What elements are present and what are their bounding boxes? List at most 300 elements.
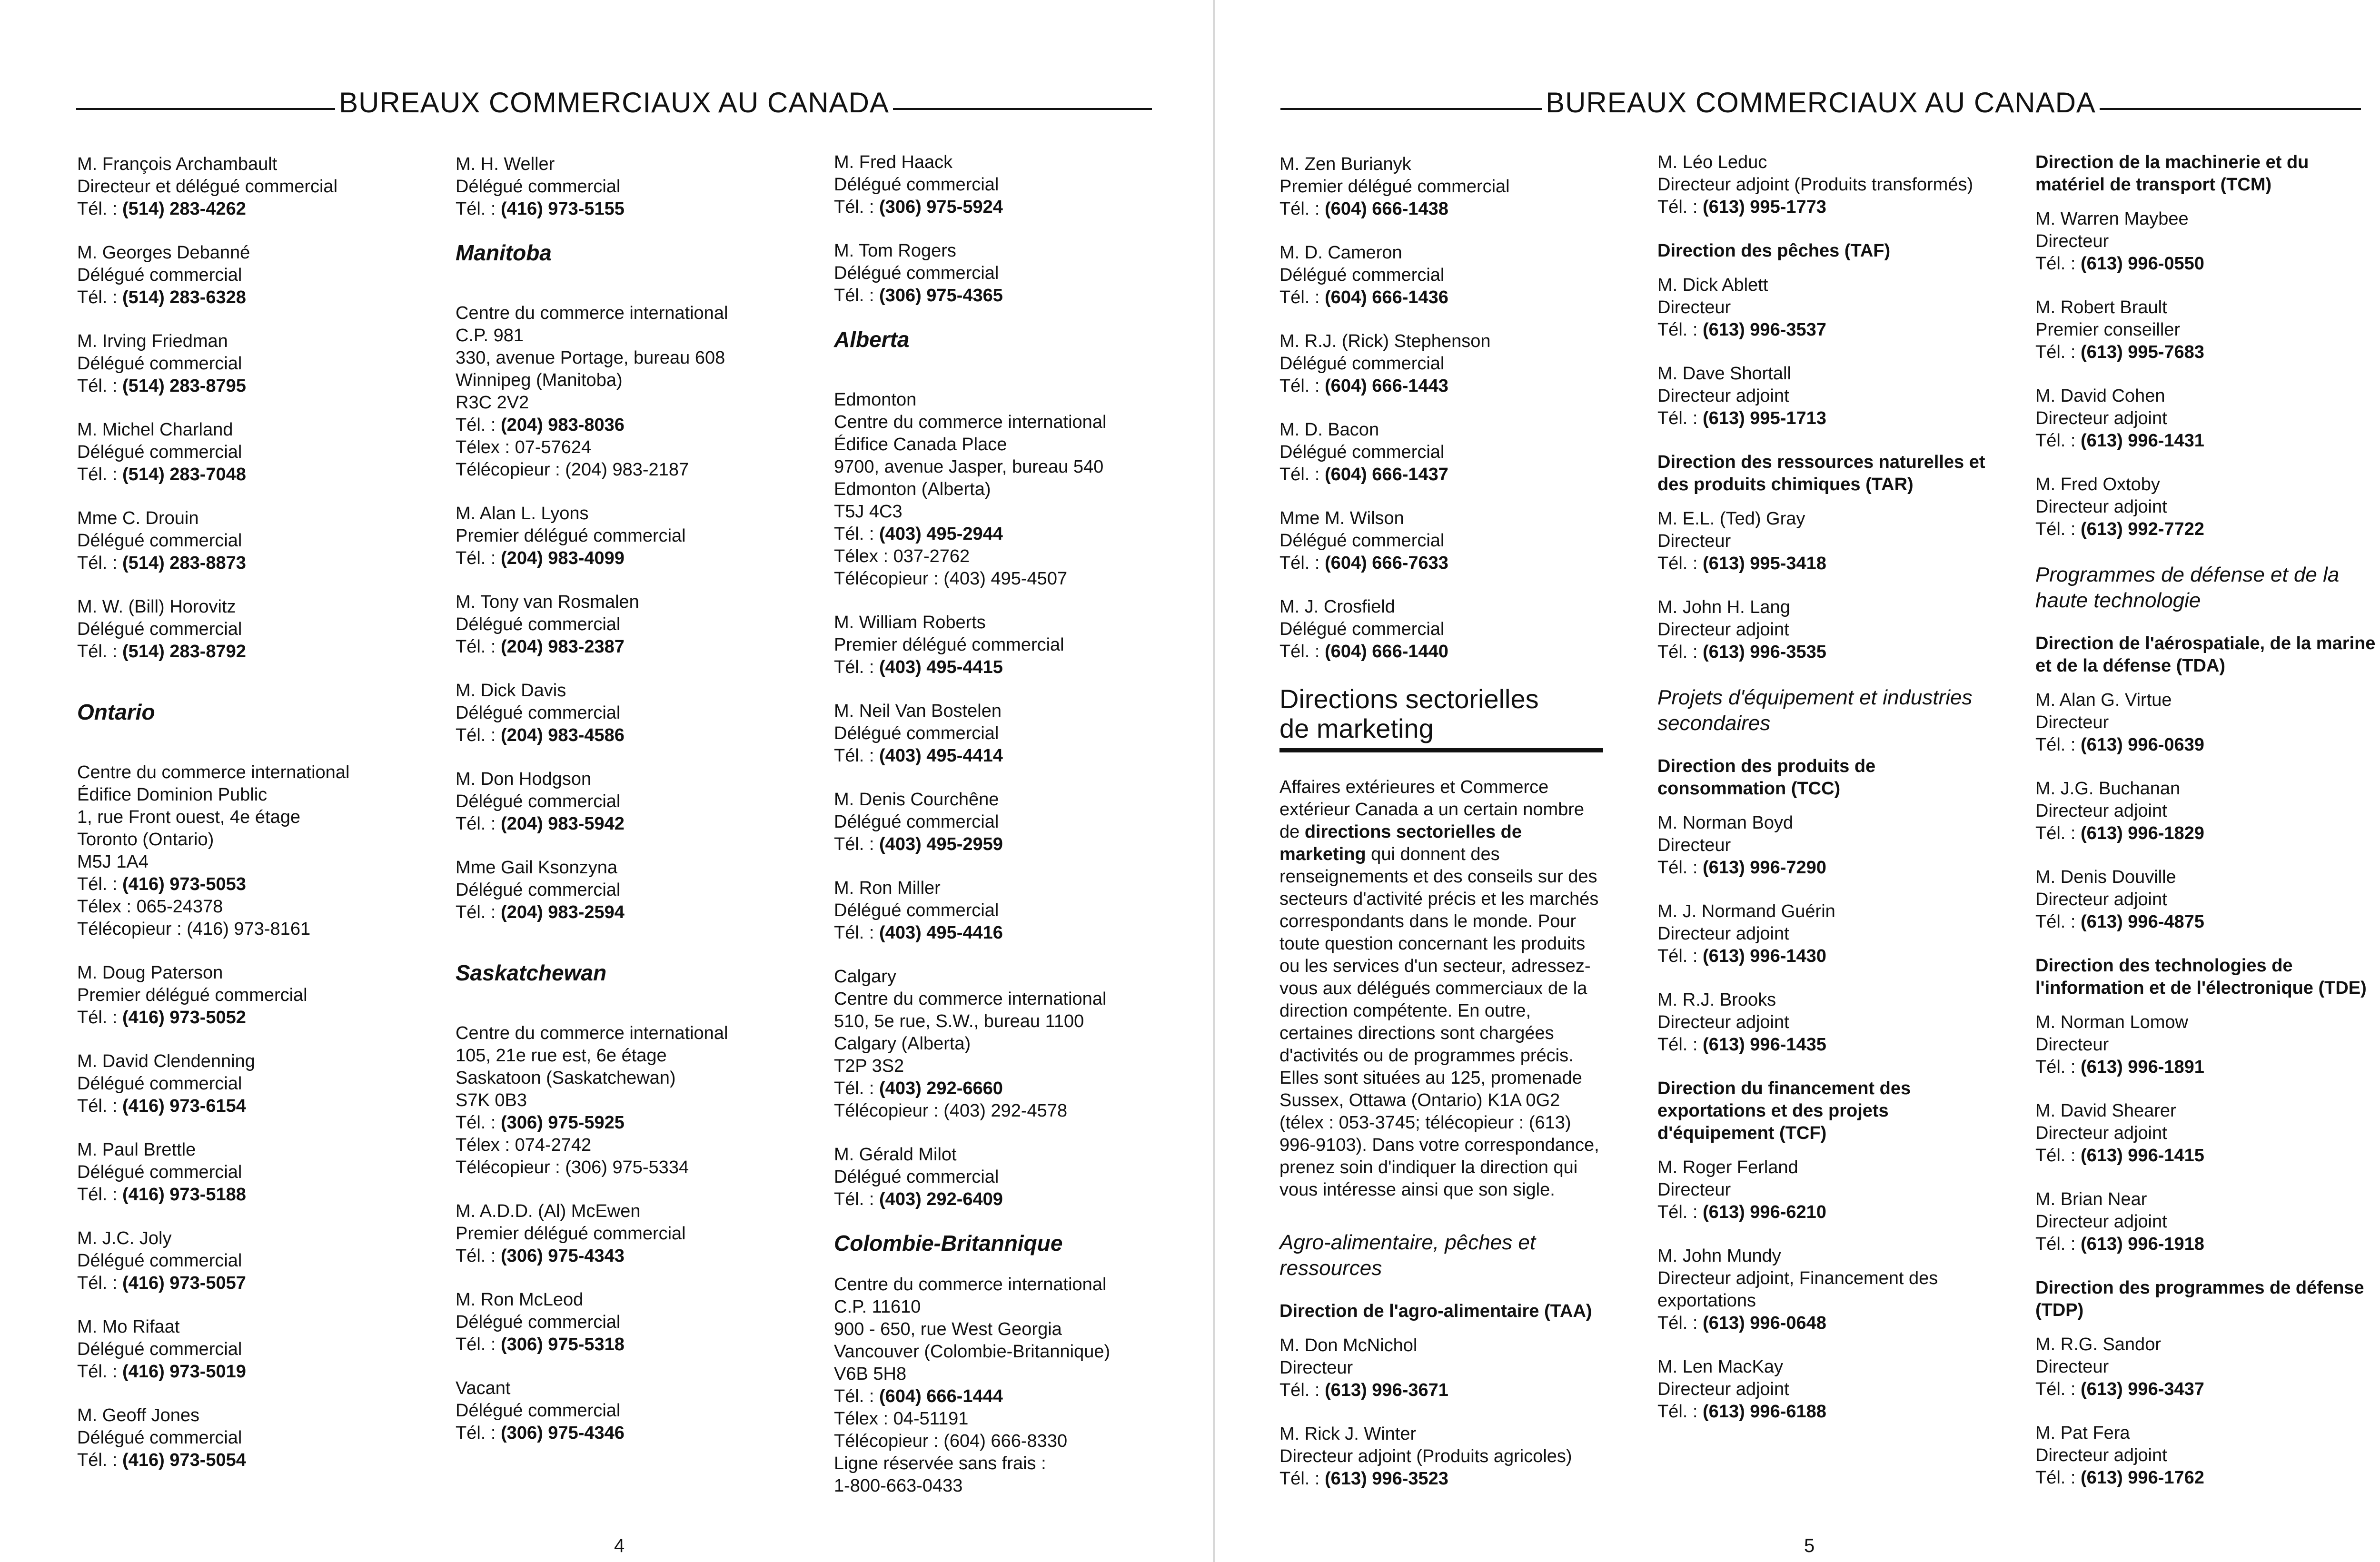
entry-list bbox=[1657, 812, 1991, 1056]
region-heading-colombie-britannique: Colombie-Britannique bbox=[834, 1231, 1063, 1256]
contact-title: Délégué commercial bbox=[456, 177, 621, 197]
entry-list bbox=[2035, 689, 2378, 933]
contact-phone: Tél. : (613) 996-3671 bbox=[1279, 1380, 1448, 1400]
contact-title: Délégué commercial bbox=[834, 812, 999, 832]
contact-name: Mme Gail Ksonzyna bbox=[456, 858, 618, 878]
contact-title: Directeur adjoint bbox=[1657, 386, 1789, 406]
address-line: S7K 0B3 bbox=[456, 1090, 527, 1110]
contact-title: Directeur bbox=[1657, 835, 1731, 855]
contact-phone: Tél. : (613) 996-0550 bbox=[2035, 254, 2204, 274]
address-line: 510, 5e rue, S.W., bureau 1100 bbox=[834, 1011, 1084, 1031]
address-line: Edmonton (Alberta) bbox=[834, 479, 991, 499]
contact-entry bbox=[1279, 507, 1608, 574]
contact-phone: Tél. : (514) 283-4262 bbox=[77, 199, 246, 219]
contact-name: M. Michel Charland bbox=[77, 420, 233, 440]
contact-phone: Tél. : (416) 973-5188 bbox=[77, 1185, 246, 1205]
contact-entry bbox=[1657, 151, 1991, 218]
header-rule-right bbox=[893, 108, 1152, 110]
contact-name: M. David Clendenning bbox=[77, 1051, 255, 1071]
contact-phone: Tél. : (613) 996-3535 bbox=[1657, 642, 1826, 662]
address-line: M5J 1A4 bbox=[77, 852, 149, 872]
category-heading: Programmes de défense et de la haute technologie bbox=[2035, 563, 2340, 612]
contact-entry bbox=[834, 151, 1167, 218]
contact-entry bbox=[2035, 208, 2378, 275]
contact-name: M. Geoff Jones bbox=[77, 1405, 199, 1425]
contact-name: M. R.G. Sandor bbox=[2035, 1335, 2161, 1354]
contact-entry bbox=[77, 1227, 410, 1295]
contact-entry bbox=[77, 153, 410, 220]
contact-entry bbox=[77, 242, 410, 309]
contact-title: Directeur bbox=[1657, 531, 1731, 551]
contact-phone: Tél. : (604) 666-7633 bbox=[1279, 553, 1448, 573]
contact-entry bbox=[456, 1289, 789, 1356]
directorate-heading: Direction des produits de consommation (TCC) bbox=[1657, 756, 1876, 799]
contact-entry bbox=[2035, 1100, 2378, 1167]
contact-title: Délégué commercial bbox=[77, 1074, 242, 1094]
office-address bbox=[834, 966, 1167, 1122]
contact-title: Premier délégué commercial bbox=[834, 635, 1064, 655]
header-rule-right bbox=[2100, 108, 2361, 110]
contact-title: Premier conseiller bbox=[2035, 320, 2181, 340]
contact-name: M. Norman Lomow bbox=[2035, 1012, 2188, 1032]
contact-phone: Tél. : (416) 973-5052 bbox=[77, 1008, 246, 1028]
contact-phone: Tél. : (514) 283-8792 bbox=[77, 642, 246, 662]
contact-name: M. Fred Oxtoby bbox=[2035, 475, 2160, 494]
contact-title: Délégué commercial bbox=[77, 265, 242, 285]
contact-name: M. D. Bacon bbox=[1279, 420, 1379, 440]
contact-entry bbox=[77, 330, 410, 397]
contact-phone: Tél. : (613) 995-7683 bbox=[2035, 342, 2204, 362]
entry-list bbox=[1657, 1157, 1991, 1423]
contact-phone: Tél. : (604) 666-1438 bbox=[1279, 199, 1448, 219]
address-fax: Télécopieur : (306) 975-5334 bbox=[456, 1157, 689, 1177]
contact-phone: Tél. : (416) 973-5054 bbox=[77, 1450, 246, 1470]
category-heading: Agro-alimentaire, pêches et ressources bbox=[1279, 1231, 1536, 1280]
contact-phone: Tél. : (604) 666-1440 bbox=[1279, 642, 1448, 662]
address-line: Toronto (Ontario) bbox=[77, 830, 214, 850]
address-line: Saskatoon (Saskatchewan) bbox=[456, 1068, 676, 1088]
contact-entry bbox=[456, 591, 789, 658]
address-lines bbox=[456, 302, 789, 414]
contact-phone: Tél. : (416) 973-5019 bbox=[77, 1362, 246, 1382]
address-phone: Tél. : (306) 975-5925 bbox=[456, 1113, 625, 1133]
contact-entry bbox=[1279, 242, 1608, 309]
entry-list bbox=[834, 612, 1167, 944]
page-number: 5 bbox=[1804, 1535, 1815, 1556]
contact-name: M. Don Hodgson bbox=[456, 769, 592, 789]
contact-entry bbox=[834, 700, 1167, 767]
header-rule-left bbox=[1280, 108, 1542, 110]
contact-title: Délégué commercial bbox=[1279, 265, 1445, 285]
contact-title: Délégué commercial bbox=[77, 531, 242, 551]
address-line: 1, rue Front ouest, 4e étage bbox=[77, 807, 300, 827]
contact-name: M. John Mundy bbox=[1657, 1246, 1781, 1266]
contact-title: Directeur adjoint bbox=[2035, 1212, 2167, 1232]
contact-entry bbox=[2035, 866, 2378, 933]
contact-title: Délégué commercial bbox=[77, 1251, 242, 1271]
contact-name: M. Alan G. Virtue bbox=[2035, 690, 2172, 710]
contact-phone: Tél. : (613) 995-1713 bbox=[1657, 408, 1826, 428]
address-lines bbox=[834, 1274, 1167, 1385]
contact-title: Délégué commercial bbox=[456, 614, 621, 634]
contact-entry bbox=[77, 507, 410, 574]
category-heading: Projets d'équipement et industries secondaires bbox=[1657, 686, 1973, 735]
contact-title: Délégué commercial bbox=[456, 703, 621, 723]
entry-list bbox=[2035, 1011, 2378, 1256]
contact-entry bbox=[456, 153, 789, 220]
contact-phone: Tél. : (204) 983-2387 bbox=[456, 637, 625, 657]
contact-phone: Tél. : (613) 996-7290 bbox=[1657, 858, 1826, 878]
contact-title: Directeur adjoint bbox=[2035, 408, 2167, 428]
office-address bbox=[834, 389, 1167, 590]
contact-title: Délégué commercial bbox=[456, 1312, 621, 1332]
address-line: Centre du commerce international bbox=[834, 1275, 1107, 1295]
entry-list bbox=[1657, 508, 1991, 663]
contact-name: M. Denis Douville bbox=[2035, 867, 2176, 887]
contact-entry bbox=[2035, 297, 2378, 364]
contact-name: M. Gérald Milot bbox=[834, 1145, 957, 1165]
contact-title: Directeur adjoint bbox=[2035, 1123, 2167, 1143]
address-line: Vancouver (Colombie-Britannique) bbox=[834, 1342, 1111, 1362]
entry-list bbox=[1279, 153, 1608, 663]
contact-title: Directeur adjoint bbox=[2035, 890, 2167, 910]
contact-phone: Tél. : (613) 996-1415 bbox=[2035, 1146, 2204, 1166]
contact-phone: Tél. : (613) 996-1762 bbox=[2035, 1468, 2204, 1488]
address-line: 330, avenue Portage, bureau 608 bbox=[456, 348, 725, 368]
contact-phone: Tél. : (613) 995-1773 bbox=[1657, 197, 1826, 217]
contact-name: M. Paul Brettle bbox=[77, 1140, 196, 1160]
address-line: T5J 4C3 bbox=[834, 502, 902, 522]
contact-title: Directeur adjoint bbox=[1657, 924, 1789, 944]
contact-name: M. E.L. (Ted) Gray bbox=[1657, 509, 1805, 529]
contact-phone: Tél. : (613) 992-7722 bbox=[2035, 519, 2204, 539]
address-line: C.P. 11610 bbox=[834, 1297, 921, 1317]
contact-name: M. Neil Van Bostelen bbox=[834, 701, 1002, 721]
contact-name: Vacant bbox=[456, 1378, 511, 1398]
page-number: 4 bbox=[614, 1535, 625, 1556]
contact-phone: Tél. : (403) 495-2959 bbox=[834, 834, 1003, 854]
address-line: Centre du commerce international bbox=[456, 303, 728, 323]
address-phone: Tél. : (403) 292-6660 bbox=[834, 1078, 1003, 1098]
contact-phone: Tél. : (204) 983-4586 bbox=[456, 725, 625, 745]
address-line: 900 - 650, rue West Georgia bbox=[834, 1319, 1062, 1339]
contact-title: Délégué commercial bbox=[77, 619, 242, 639]
contact-name: M. Norman Boyd bbox=[1657, 813, 1794, 833]
entry-list bbox=[456, 503, 789, 924]
contact-phone: Tél. : (306) 975-4346 bbox=[456, 1423, 625, 1443]
contact-title: Directeur adjoint bbox=[2035, 497, 2167, 517]
page-header bbox=[1280, 81, 2361, 124]
contact-entry bbox=[2035, 1422, 2378, 1489]
contact-name: M. Dick Ablett bbox=[1657, 275, 1768, 295]
contact-entry bbox=[1657, 508, 1991, 575]
contact-title: Directeur bbox=[2035, 1357, 2109, 1377]
contact-name: M. Roger Ferland bbox=[1657, 1157, 1798, 1177]
contact-name: Mme C. Drouin bbox=[77, 508, 199, 528]
contact-phone: Tél. : (204) 983-5942 bbox=[456, 814, 625, 834]
contact-name: M. Irving Friedman bbox=[77, 331, 228, 351]
contact-name: M. Dave Shortall bbox=[1657, 364, 1791, 384]
contact-title: Délégué commercial bbox=[77, 442, 242, 462]
contact-phone: Tél. : (403) 292-6409 bbox=[834, 1189, 1003, 1209]
contact-name: M. Robert Brault bbox=[2035, 297, 2167, 317]
address-line: Édifice Canada Place bbox=[834, 435, 1007, 455]
address-line: Centre du commerce international bbox=[456, 1023, 728, 1043]
contact-phone: Tél. : (306) 975-4365 bbox=[834, 286, 1003, 306]
contact-entry bbox=[2035, 778, 2378, 845]
contact-entry bbox=[1657, 900, 1991, 968]
contact-phone: Tél. : (514) 283-8873 bbox=[77, 553, 246, 573]
contact-entry bbox=[2035, 1334, 2378, 1401]
region-heading-manitoba: Manitoba bbox=[456, 240, 552, 265]
directorate-heading: Direction des programmes de défense (TDP) bbox=[2035, 1278, 2364, 1320]
entry-list bbox=[2035, 1334, 2378, 1489]
contact-title: Délégué commercial bbox=[1279, 531, 1445, 551]
contact-name: M. Tom Rogers bbox=[834, 241, 956, 261]
contact-phone: Tél. : (613) 995-3418 bbox=[1657, 554, 1826, 573]
address-line: 105, 21e rue est, 6e étage bbox=[456, 1046, 667, 1066]
contact-title: Délégué commercial bbox=[1279, 354, 1445, 374]
contact-name: M. D. Cameron bbox=[1279, 243, 1402, 263]
address-line: R3C 2V2 bbox=[456, 393, 529, 413]
contact-entry bbox=[77, 419, 410, 486]
contact-phone: Tél. : (416) 973-6154 bbox=[77, 1096, 246, 1116]
contact-name: M. William Roberts bbox=[834, 613, 986, 633]
contact-entry bbox=[456, 680, 789, 747]
contact-title: Délégué commercial bbox=[456, 791, 621, 811]
address-tollfree-label: Ligne réservée sans frais : bbox=[834, 1453, 1046, 1473]
address-telex: Télex : 074-2742 bbox=[456, 1135, 592, 1155]
address-telex: Télex : 04-51191 bbox=[834, 1409, 969, 1429]
contact-title: Premier délégué commercial bbox=[77, 985, 307, 1005]
address-line: C.P. 981 bbox=[456, 326, 524, 346]
contact-title: Directeur bbox=[1279, 1358, 1353, 1378]
contact-name: M. Pat Fera bbox=[2035, 1423, 2130, 1443]
contact-entry bbox=[2035, 689, 2378, 756]
header-title: BUREAUX COMMERCIAUX AU CANADA bbox=[1546, 86, 2096, 119]
directorate-heading: Direction de l'aérospatiale, de la marine et de la défense (TDA) bbox=[2035, 633, 2376, 676]
contact-name: M. Warren Maybee bbox=[2035, 209, 2189, 229]
contact-phone: Tél. : (613) 996-3537 bbox=[1657, 320, 1826, 340]
contact-phone: Tél. : (416) 973-5057 bbox=[77, 1273, 246, 1293]
contact-entry bbox=[77, 1316, 410, 1383]
contact-name: M. R.J. (Rick) Stephenson bbox=[1279, 331, 1491, 351]
contact-entry bbox=[834, 612, 1167, 679]
header-title: BUREAUX COMMERCIAUX AU CANADA bbox=[339, 86, 889, 119]
contact-title: Premier délégué commercial bbox=[1279, 177, 1510, 197]
directorate-heading: Direction de la machinerie et du matériel de transport (TCM) bbox=[2035, 152, 2309, 195]
contact-phone: Tél. : (204) 983-2594 bbox=[456, 902, 625, 922]
contact-entry bbox=[1279, 1335, 1608, 1402]
contact-entry bbox=[834, 789, 1167, 856]
entry-list bbox=[834, 1144, 1167, 1211]
contact-title: Délégué commercial bbox=[1279, 619, 1445, 639]
address-line: T2P 3S2 bbox=[834, 1056, 904, 1076]
contact-title: Délégué commercial bbox=[456, 1401, 621, 1421]
contact-name: M. Doug Paterson bbox=[77, 963, 223, 983]
contact-title: Premier délégué commercial bbox=[456, 526, 686, 546]
contact-name: M. Mo Rifaat bbox=[77, 1317, 180, 1337]
contact-name: M. Ron McLeod bbox=[456, 1290, 584, 1310]
region-heading-ontario: Ontario bbox=[77, 700, 155, 724]
contact-title: Délégué commercial bbox=[834, 1167, 999, 1187]
contact-phone: Tél. : (604) 666-1443 bbox=[1279, 376, 1448, 396]
address-line: Calgary bbox=[834, 967, 896, 987]
contact-entry bbox=[1279, 153, 1608, 220]
address-fax: Télécopieur : (403) 292-4578 bbox=[834, 1101, 1068, 1121]
address-line: Centre du commerce international bbox=[834, 412, 1107, 432]
contact-entry bbox=[834, 1144, 1167, 1211]
contact-entry bbox=[1657, 1157, 1991, 1224]
contact-phone: Tél. : (514) 283-6328 bbox=[77, 287, 246, 307]
contact-phone: Tél. : (403) 495-4416 bbox=[834, 923, 1003, 943]
contact-entry bbox=[1657, 363, 1991, 430]
contact-phone: Tél. : (604) 666-1436 bbox=[1279, 287, 1448, 307]
contact-entry bbox=[1279, 596, 1608, 663]
contact-entry bbox=[1657, 812, 1991, 879]
address-line: V6B 5H8 bbox=[834, 1364, 907, 1384]
contact-entry bbox=[77, 1139, 410, 1206]
contact-name: M. François Archambault bbox=[77, 154, 278, 174]
contact-phone: Tél. : (613) 996-0648 bbox=[1657, 1313, 1826, 1333]
contact-name: M. W. (Bill) Horovitz bbox=[77, 597, 236, 617]
contact-title: Directeur adjoint (Produits transformés) bbox=[1657, 175, 1973, 195]
contact-name: M. Denis Courchêne bbox=[834, 790, 999, 810]
entry-list bbox=[1657, 274, 1991, 430]
region-heading-alberta: Alberta bbox=[834, 327, 910, 352]
contact-title: Directeur adjoint bbox=[1657, 620, 1789, 640]
address-telex: Télex : 07-57624 bbox=[456, 437, 592, 457]
contact-title: Délégué commercial bbox=[834, 723, 999, 743]
contact-name: M. Brian Near bbox=[2035, 1189, 2147, 1209]
address-line: Édifice Dominion Public bbox=[77, 785, 268, 805]
contact-title: Directeur adjoint bbox=[1657, 1012, 1789, 1032]
contact-title: Directeur adjoint bbox=[2035, 801, 2167, 821]
contact-entry bbox=[456, 1200, 789, 1267]
contact-name: M. Len MacKay bbox=[1657, 1357, 1783, 1377]
contact-phone: Tél. : (403) 495-4414 bbox=[834, 746, 1003, 766]
contact-title: Directeur et délégué commercial bbox=[77, 177, 338, 197]
contact-name: Mme M. Wilson bbox=[1279, 508, 1404, 528]
contact-entry bbox=[77, 596, 410, 663]
column-2 bbox=[1657, 151, 1991, 1444]
contact-entry bbox=[2035, 1011, 2378, 1078]
contact-name: M. John H. Lang bbox=[1657, 597, 1790, 617]
entry-list bbox=[77, 962, 410, 1472]
contact-title: Délégué commercial bbox=[1279, 442, 1445, 462]
contact-title: Directeur adjoint bbox=[2035, 1445, 2167, 1465]
contact-title: Délégué commercial bbox=[834, 900, 999, 920]
entry-list bbox=[77, 153, 410, 663]
page-header bbox=[76, 81, 1152, 124]
address-line: Calgary (Alberta) bbox=[834, 1034, 971, 1054]
contact-phone: Tél. : (604) 666-1437 bbox=[1279, 465, 1448, 484]
contact-title: Directeur bbox=[2035, 231, 2109, 251]
contact-entry bbox=[2035, 385, 2378, 452]
contact-phone: Tél. : (613) 996-3437 bbox=[2035, 1379, 2204, 1399]
contact-name: M. Fred Haack bbox=[834, 152, 953, 172]
contact-phone: Tél. : (613) 996-6210 bbox=[1657, 1202, 1826, 1222]
entry-list bbox=[2035, 208, 2378, 541]
entry-list bbox=[1657, 151, 1991, 218]
contact-name: M. Zen Burianyk bbox=[1279, 154, 1411, 174]
address-phone: Tél. : (416) 973-5053 bbox=[77, 874, 246, 894]
office-address bbox=[456, 1022, 789, 1179]
contact-phone: Tél. : (613) 996-1918 bbox=[2035, 1234, 2204, 1254]
contact-phone: Tél. : (306) 975-5318 bbox=[456, 1335, 625, 1354]
section-intro: Affaires extérieures et Commerce extérieur Canada a un certain nombre de directions sectorielles de marketing qui donnent des renseignements et des conseils sur des secteurs d'activité précis et les marchés correspondants dans le monde. Pour toute question concernant les produits ou les services d'un secteur, adressez-vous aux délégués commerciaux de la direction compétente. En outre, certaines directions sont chargées d'activités ou de programmes précis. Elles sont situées au 125, promenade Sussex, Ottawa (Ontario) K1A 0G2 (télex : 053-3745; télécopieur : (613) 996-9103). Dans votre correspondance, prenez soin d'indiquer la direction qui vous intéresse ainsi que son sigle. bbox=[1279, 777, 1599, 1200]
address-fax: Télécopieur : (403) 495-4507 bbox=[834, 569, 1068, 589]
contact-phone: Tél. : (403) 495-4415 bbox=[834, 657, 1003, 677]
contact-phone: Tél. : (613) 996-1891 bbox=[2035, 1057, 2204, 1077]
contact-entry bbox=[456, 768, 789, 835]
contact-title: Délégué commercial bbox=[77, 1339, 242, 1359]
contact-name: M. J.C. Joly bbox=[77, 1228, 172, 1248]
contact-entry bbox=[1657, 989, 1991, 1056]
contact-phone: Tél. : (613) 996-0639 bbox=[2035, 735, 2204, 755]
contact-name: M. Ron Miller bbox=[834, 878, 941, 898]
header-rule-left bbox=[76, 108, 335, 110]
address-lines bbox=[456, 1022, 789, 1112]
contact-phone: Tél. : (613) 996-6188 bbox=[1657, 1402, 1826, 1422]
contact-entry bbox=[2035, 474, 2378, 541]
address-fax: Télécopieur : (204) 983-2187 bbox=[456, 460, 689, 480]
contact-phone: Tél. : (613) 996-1829 bbox=[2035, 823, 2204, 843]
contact-phone: Tél. : (306) 975-5924 bbox=[834, 197, 1003, 217]
contact-entry bbox=[834, 877, 1167, 944]
contact-title: Directeur adjoint bbox=[1657, 1379, 1789, 1399]
directorate-heading: Direction du financement des exportations et des projets d'équipement (TCF) bbox=[1657, 1078, 1911, 1143]
contact-entry bbox=[1657, 1356, 1991, 1423]
contact-entry bbox=[1657, 596, 1991, 663]
contact-title: Premier délégué commercial bbox=[456, 1224, 686, 1244]
contact-entry bbox=[1279, 1423, 1608, 1490]
contact-title: Directeur bbox=[1657, 297, 1731, 317]
contact-name: M. J.G. Buchanan bbox=[2035, 779, 2181, 799]
contact-name: M. Georges Debanné bbox=[77, 243, 250, 263]
right-page bbox=[1219, 0, 2380, 1562]
contact-phone: Tél. : (306) 975-4343 bbox=[456, 1246, 625, 1266]
contact-phone: Tél. : (613) 996-4875 bbox=[2035, 912, 2204, 932]
contact-phone: Tél. : (514) 283-8795 bbox=[77, 376, 246, 396]
contact-name: M. J. Normand Guérin bbox=[1657, 901, 1835, 921]
contact-title: Délégué commercial bbox=[77, 1428, 242, 1448]
column-1 bbox=[77, 153, 410, 1493]
page-gutter bbox=[1213, 0, 1215, 1562]
contact-title: Délégué commercial bbox=[456, 880, 621, 900]
column-1 bbox=[1279, 153, 1608, 1512]
contact-title: Délégué commercial bbox=[77, 354, 242, 374]
column-3 bbox=[834, 151, 1167, 1519]
contact-entry bbox=[77, 1050, 410, 1117]
contact-name: M. Alan L. Lyons bbox=[456, 504, 589, 524]
contact-entry bbox=[1279, 419, 1608, 486]
contact-title: Directeur adjoint, Financement des exportations bbox=[1657, 1268, 1938, 1311]
address-telex: Télex : 037-2762 bbox=[834, 546, 970, 566]
contact-name: M. R.J. Brooks bbox=[1657, 990, 1776, 1010]
contact-entry bbox=[834, 240, 1167, 307]
contact-title: Directeur bbox=[2035, 712, 2109, 732]
section-title: Directions sectorielles de marketing bbox=[1279, 684, 1539, 743]
contact-entry bbox=[1657, 1245, 1991, 1335]
contact-entry bbox=[1657, 274, 1991, 341]
contact-entry bbox=[456, 1377, 789, 1444]
address-fax: Télécopieur : (604) 666-8330 bbox=[834, 1431, 1068, 1451]
section-rule bbox=[1279, 748, 1603, 752]
region-heading-saskatchewan: Saskatchewan bbox=[456, 960, 607, 985]
contact-name: M. Rick J. Winter bbox=[1279, 1424, 1417, 1444]
office-address bbox=[834, 1274, 1167, 1497]
